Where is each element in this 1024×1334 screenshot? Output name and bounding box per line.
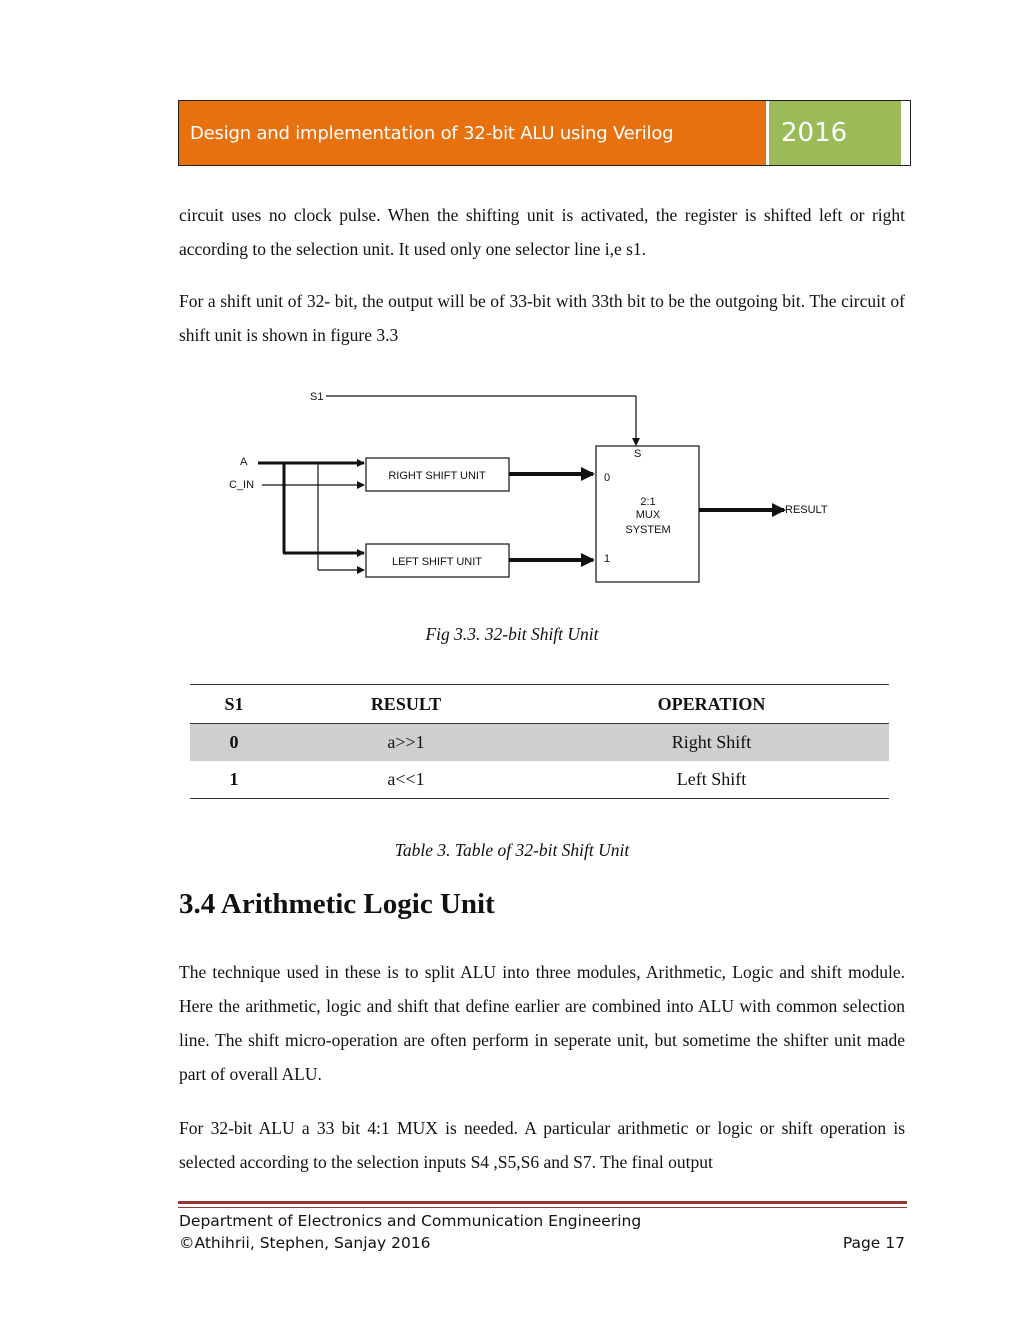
- paragraph-1: circuit uses no clock pulse. When the shifting unit is activated, the register is shifted left or right according to the selection unit. It used only one selector line i,e s1.: [179, 205, 905, 259]
- figure-caption: Fig 3.3. 32-bit Shift Unit: [425, 624, 599, 644]
- mux-select-label: S: [634, 448, 642, 460]
- header-year: 2016: [769, 101, 901, 165]
- right-shift-unit-label: RIGHT SHIFT UNIT: [388, 470, 486, 482]
- table-cell-result: a<<1: [387, 769, 425, 789]
- left-shift-unit-label: LEFT SHIFT UNIT: [391, 556, 483, 568]
- mux-system-label: SYSTEM: [625, 524, 671, 536]
- footer-page-number: Page 17: [842, 1234, 905, 1252]
- table-cell-operation: Right Shift: [671, 732, 752, 752]
- table-cell-s1: 1: [229, 769, 239, 789]
- table-header-row: [190, 685, 889, 724]
- result-label: RESULT: [785, 504, 828, 516]
- table-caption: Table 3. Table of 32-bit Shift Unit: [394, 840, 630, 860]
- header-title: Design and implementation of 32-bit ALU using Verilog: [179, 101, 766, 165]
- input-a-label: A: [240, 456, 248, 468]
- paragraph-2: For a shift unit of 32- bit, the output will be of 33-bit with 33th bit to be the outgoing bit. The circuit of shift unit is shown in figure 3.3: [179, 291, 905, 345]
- mux-ratio-label: 2:1: [640, 496, 656, 508]
- mux-input1-label: 1: [604, 553, 611, 565]
- s1-label: S1: [310, 391, 324, 403]
- footer-department: Department of Electronics and Communication Engineering: [179, 1212, 642, 1230]
- shift-unit-diagram: [0, 0, 1024, 620]
- table-row: [190, 761, 889, 799]
- table-header-s1: S1: [224, 693, 244, 714]
- shift-unit-table: [190, 684, 889, 799]
- table-row: [190, 724, 889, 762]
- paragraph-4: For 32-bit ALU a 33 bit 4:1 MUX is needed. A particular arithmetic or logic or shift operation is selected according to the selection inputs S4 ,S5,S6 and S7. The final output: [179, 1118, 905, 1172]
- paragraph-3: The technique used in these is to split ALU into three modules, Arithmetic, Logic and shift module. Here the arithmetic, logic and shift that define earlier are combined into ALU with common selection line. The shift micro-operation are often perform in seperate unit, but sometime the shifter unit made part of overall ALU.: [179, 962, 905, 1084]
- footer-rule: [178, 1201, 907, 1208]
- table-cell-result: a>>1: [387, 732, 425, 752]
- table-cell-operation: Left Shift: [676, 769, 747, 789]
- mux-input0-label: 0: [604, 472, 611, 484]
- table-cell-s1: 0: [229, 732, 239, 752]
- section-heading: 3.4 Arithmetic Logic Unit: [179, 888, 495, 920]
- input-cin-label: C_IN: [229, 479, 255, 491]
- mux-name-label: MUX: [635, 509, 661, 521]
- footer-authors: ©Athihrii, Stephen, Sanjay 2016: [179, 1234, 431, 1252]
- table-header-operation: OPERATION: [657, 693, 766, 714]
- table-header-result: RESULT: [370, 693, 442, 714]
